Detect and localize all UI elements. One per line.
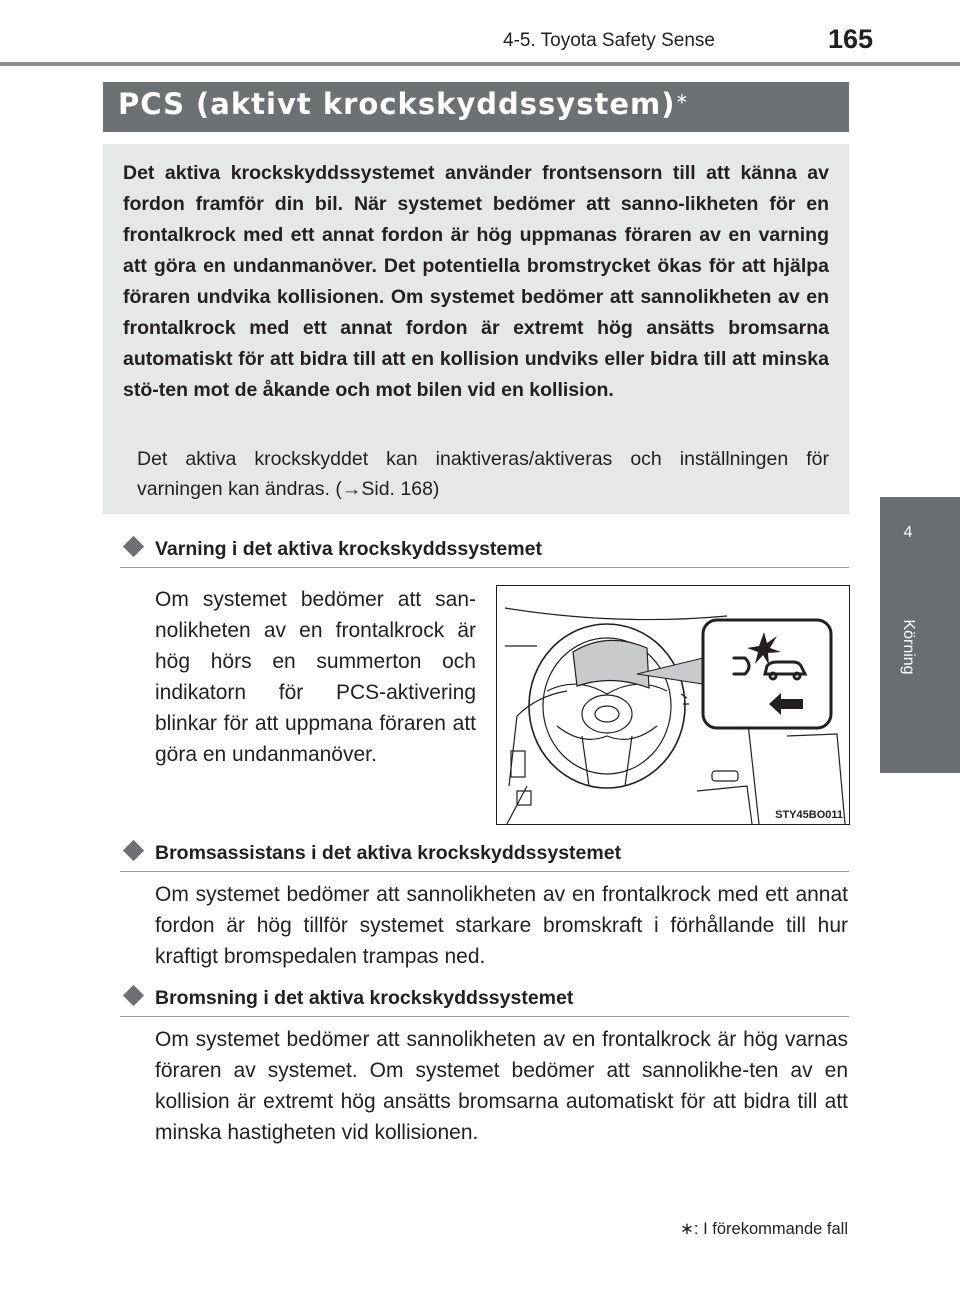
header-rule [0, 62, 960, 66]
section-heading-warning [120, 538, 849, 568]
section-heading-brake-assist [120, 842, 849, 872]
chapter-number: 4 [903, 524, 913, 541]
section-title-text: PCS (aktivt krockskyddssystem) [118, 87, 676, 121]
section-heading-text: Bromsning i det aktiva krockskyddssystemet [155, 987, 574, 1009]
title-footnote-star: ∗ [675, 89, 690, 108]
diamond-bullet-icon [123, 840, 144, 861]
section-title-bar [103, 82, 849, 132]
reference-arrow-icon: → [341, 478, 362, 500]
intro-box [103, 144, 849, 514]
section-body-brake-assist: Om systemet bedömer att sannolikheten av en frontalkrock med ett annat fordon är hög tillför systemet starkare bromskraft i förhållande till hur kraftigt bromspedalen trampas ned. [155, 883, 848, 968]
footnote-text: : I förekommande fall [693, 1220, 848, 1238]
footnote-star: ∗ [680, 1220, 694, 1238]
footnote [680, 1219, 848, 1239]
section-body-warning: Om systemet bedömer att san-nolikheten av en frontalkrock är hög hörs en summerton och indikatorn för PCS-aktivering blinkar för att uppmana föraren att göra en undanmanöver. [155, 588, 476, 766]
page-reference-link[interactable]: Sid. 168) [361, 478, 440, 500]
intro-note [137, 444, 829, 504]
page-number: 165 [828, 24, 874, 54]
intro-description: Det aktiva krockskyddssystemet använder frontsensorn till att känna av fordon framför din bil. När systemet bedömer att sanno-likheten för en frontalkrock med ett annat fordon är hög uppmanas föraren av en varning att göra en undanmanöver. Det potentiella bromstrycket ökas för att hjälpa föraren undvika kollisionen. Om systemet bedömer att sannolikheten av en frontalkrock med ett annat fordon är extremt hög ansätts bromsarna automatiskt för att bidra till att en kollision undviks eller bidra till att minska stö-ten mot de åkande och mot bilen vid en kollision. [123, 162, 829, 401]
section-heading-braking [120, 987, 849, 1017]
section-body-braking: Om systemet bedömer att sannolikheten av en frontalkrock är hög varnas föraren av systemet. Om systemet bedömer att sannolikhe-ten av en kollision är extremt hög ansätts bromsarna automatiskt för att bidra till att minska hastigheten vid kollisionen. [155, 1028, 848, 1144]
steering-wheel-illustration [497, 586, 849, 824]
figure-code: STY45BO011 [775, 809, 843, 821]
intro-note-text: Det aktiva krockskyddet kan inaktiveras/aktiveras och inställningen för varningen kan ändras. ( [137, 448, 829, 500]
diamond-bullet-icon [123, 985, 144, 1006]
chapter-label: Körning [900, 619, 917, 675]
section-heading-text: Bromsassistans i det aktiva krockskyddssystemet [155, 842, 622, 864]
dashboard-illustration [496, 585, 850, 825]
section-title [118, 87, 689, 121]
chapter-side-tab [880, 497, 960, 773]
header-section-title: 4-5. Toyota Safety Sense [503, 30, 715, 51]
section-heading-text: Varning i det aktiva krockskyddssystemet [155, 538, 542, 560]
diamond-bullet-icon [123, 536, 144, 557]
